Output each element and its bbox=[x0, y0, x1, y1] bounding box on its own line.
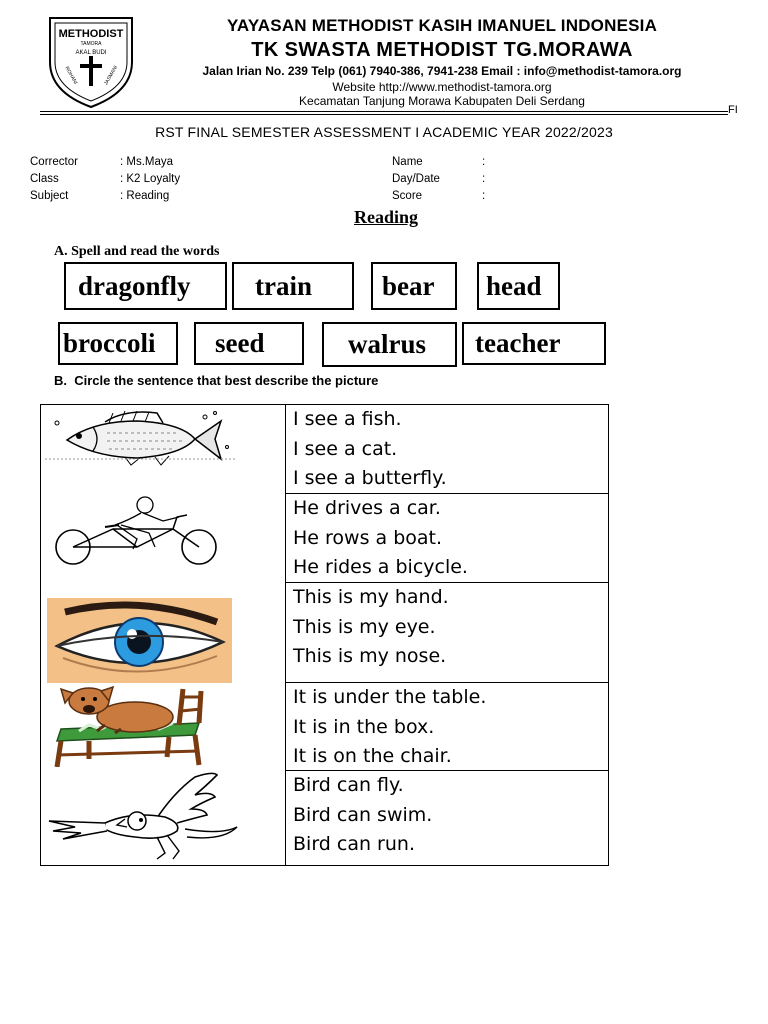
sentence-option[interactable]: It is on the chair. bbox=[293, 745, 452, 767]
info-row bbox=[30, 190, 180, 207]
sentence-option[interactable]: It is under the table. bbox=[293, 686, 487, 708]
word: walrus bbox=[348, 329, 427, 359]
info-value: : bbox=[482, 156, 486, 168]
sentence-group bbox=[293, 583, 449, 672]
word: teacher bbox=[475, 328, 561, 358]
word-box bbox=[232, 262, 354, 310]
sentence-option[interactable]: Bird can swim. bbox=[293, 803, 433, 826]
logo-band: AKAL BUDI bbox=[75, 50, 107, 56]
info-value: : bbox=[482, 173, 486, 185]
school-website: Website http://www.methodist-tamora.org bbox=[332, 80, 552, 94]
school-logo bbox=[46, 14, 136, 110]
school-address: Jalan Irian No. 239 Telp (061) 7940-386, 7941-238 Email : info@methodist-tamora.org bbox=[202, 64, 682, 78]
bicycle-picture bbox=[45, 495, 235, 565]
section-b-text: Circle the sentence that best describe the picture bbox=[74, 373, 379, 388]
edge-mark: FI bbox=[728, 104, 738, 116]
info-row bbox=[392, 156, 485, 173]
sentence-option[interactable]: Bird can fly. bbox=[293, 774, 404, 796]
sentence-group bbox=[293, 494, 468, 583]
logo-subtitle: TAMORA bbox=[80, 41, 102, 47]
logo-title: METHODIST bbox=[58, 28, 124, 40]
fish-picture bbox=[45, 407, 237, 467]
word-box bbox=[194, 322, 304, 365]
logo-right-word: JASMANI bbox=[103, 64, 120, 87]
sentence-option[interactable]: Bird can run. bbox=[293, 833, 415, 855]
bird-picture bbox=[45, 771, 241, 863]
section-b-letter: B. bbox=[54, 373, 67, 388]
info-row bbox=[30, 156, 180, 173]
info-right bbox=[392, 156, 485, 207]
sentence-group bbox=[293, 405, 447, 494]
info-label: Corrector bbox=[30, 156, 78, 168]
sentence-option[interactable]: I see a cat. bbox=[293, 437, 398, 460]
word-box bbox=[64, 262, 227, 310]
reading-title: Reading bbox=[353, 207, 418, 227]
foundation-name: YAYASAN METHODIST KASIH IMANUEL INDONESIA bbox=[226, 16, 658, 35]
info-value: : Reading bbox=[120, 190, 170, 202]
dog-on-chair-picture bbox=[49, 685, 209, 767]
sentence-option[interactable]: He rows a boat. bbox=[293, 526, 443, 549]
info-label: Class bbox=[30, 173, 59, 185]
info-row bbox=[30, 173, 180, 190]
section-a-title: A. Spell and read the words bbox=[54, 244, 220, 259]
info-label: Day/Date bbox=[392, 173, 440, 185]
info-value: : Ms.Maya bbox=[120, 156, 174, 168]
info-value: : bbox=[482, 190, 486, 202]
school-district: Kecamatan Tanjung Morawa Kabupaten Deli Serdang bbox=[299, 94, 585, 108]
sentence-option[interactable]: He drives a car. bbox=[293, 497, 441, 519]
word: broccoli bbox=[63, 328, 156, 358]
word-box bbox=[371, 262, 457, 310]
info-row bbox=[392, 190, 485, 207]
eye-picture bbox=[47, 598, 232, 683]
info-label: Score bbox=[392, 190, 423, 202]
sentence-option[interactable]: I see a fish. bbox=[293, 408, 402, 430]
word-box bbox=[322, 322, 457, 367]
header-rule-thin bbox=[40, 114, 728, 115]
sentence-option[interactable]: I see a butterfly. bbox=[293, 467, 447, 489]
picture-sentence-table bbox=[40, 404, 609, 866]
logo-left-word: ROHANI bbox=[63, 65, 79, 86]
word-box bbox=[477, 262, 560, 310]
word-box bbox=[58, 322, 178, 365]
sentence-group bbox=[293, 683, 486, 772]
header-rule bbox=[40, 111, 728, 112]
word-box bbox=[462, 322, 606, 365]
school-name: TK SWASTA METHODIST TG.MORAWA bbox=[251, 39, 633, 61]
word: seed bbox=[215, 328, 265, 358]
sentence-option[interactable]: He rides a bicycle. bbox=[293, 556, 468, 578]
info-value: : K2 Loyalty bbox=[120, 173, 181, 185]
section-b-title bbox=[54, 373, 378, 388]
sentence-option[interactable]: This is my nose. bbox=[293, 645, 447, 667]
word: dragonfly bbox=[78, 270, 191, 301]
info-label: Name bbox=[392, 156, 423, 168]
sentence-option[interactable]: It is in the box. bbox=[293, 715, 435, 738]
sentence-option[interactable]: This is my hand. bbox=[293, 586, 449, 608]
table-column-divider bbox=[285, 405, 286, 865]
assessment-title: RST FINAL SEMESTER ASSESSMENT I ACADEMIC YEAR 2022/2023 bbox=[155, 124, 613, 140]
sentence-option[interactable]: This is my eye. bbox=[293, 615, 436, 638]
word: head bbox=[486, 270, 542, 301]
info-label: Subject bbox=[30, 190, 69, 202]
sentence-group bbox=[293, 771, 432, 860]
info-row bbox=[392, 173, 485, 190]
word: bear bbox=[382, 270, 435, 301]
word: train bbox=[255, 270, 312, 301]
info-left bbox=[30, 156, 180, 207]
